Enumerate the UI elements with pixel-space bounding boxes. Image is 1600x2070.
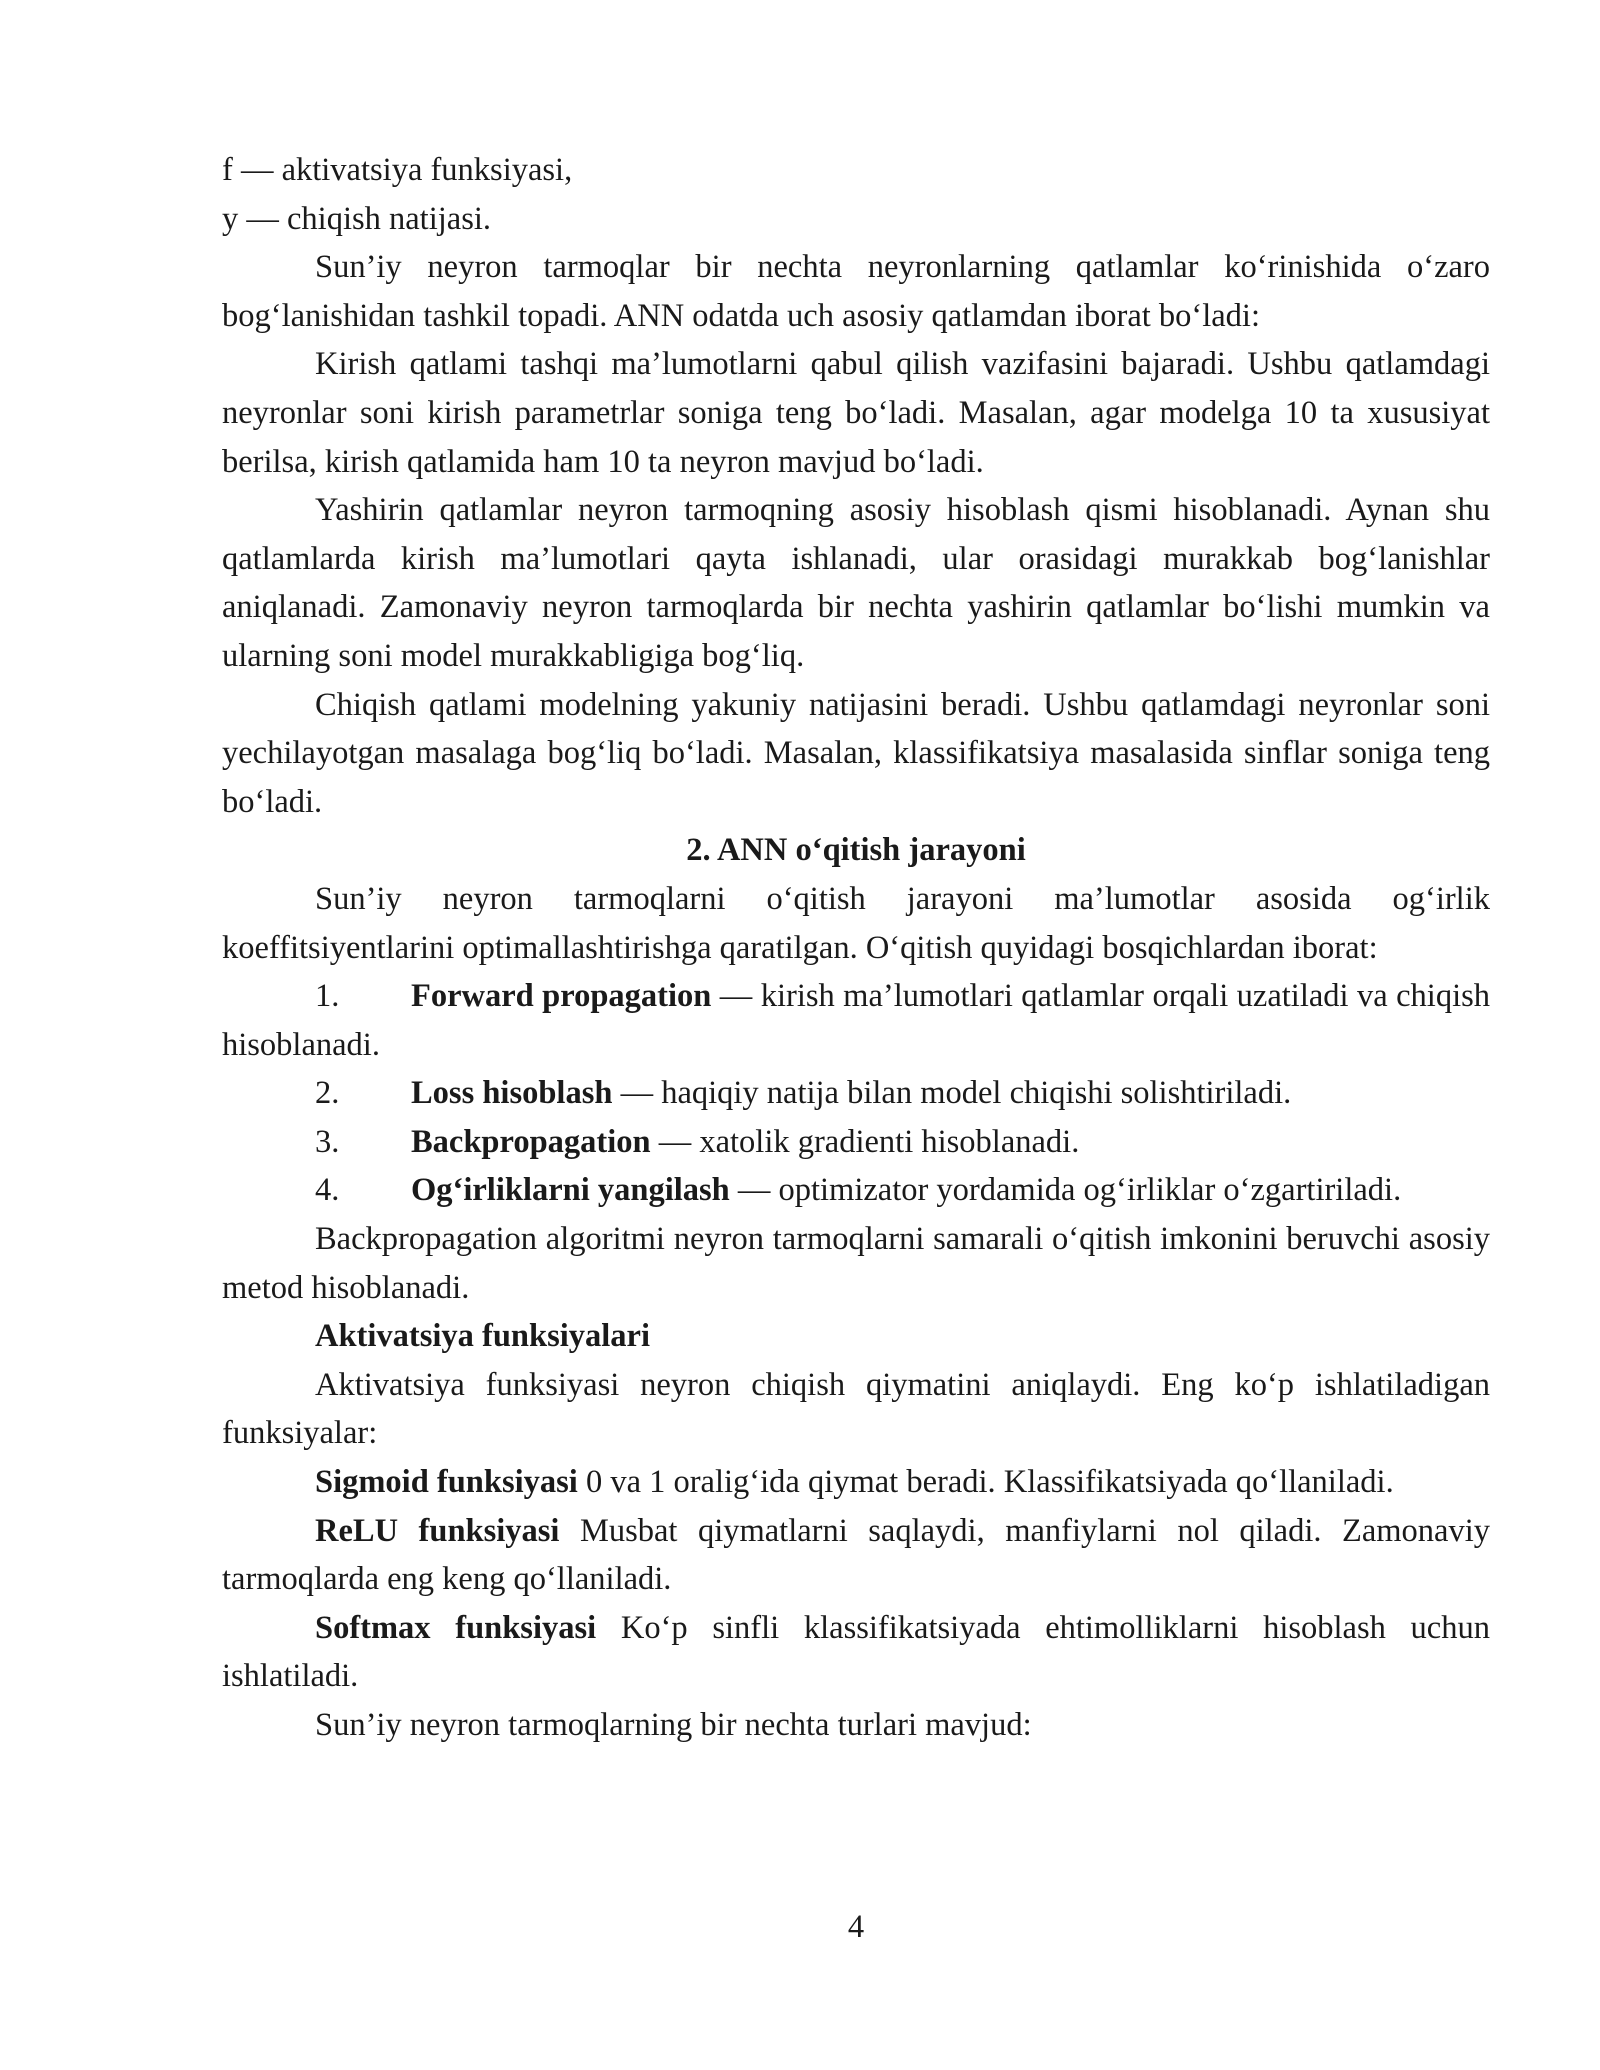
list-term: Og‘irliklarni yangilash [411, 1172, 730, 1209]
function-softmax [222, 1604, 1490, 1701]
list-text: — kirish ma’lumotlari qatlamlar orqali uzatiladi va chiqish hisoblanadi. [222, 978, 1490, 1063]
subsection-heading: Aktivatsiya funksiyalari [315, 1318, 650, 1355]
list-number: 4. [315, 1172, 340, 1209]
list-term: Forward propagation [411, 978, 712, 1015]
list-text: — haqiqiy natija bilan model chiqishi solishtiriladi. [612, 1075, 1292, 1112]
list-term: Loss hisoblash [411, 1075, 613, 1112]
function-text: 0 va 1 oralig‘ida qiymat beradi. Klassifikatsiyada qo‘llaniladi. [577, 1464, 1394, 1501]
list-term: Backpropagation [411, 1123, 651, 1160]
function-term: ReLU funksiyasi [315, 1512, 560, 1549]
function-term: Softmax funksiyasi [315, 1609, 597, 1646]
definition-y: y — chiqish natijasi. [222, 200, 491, 237]
list-item [222, 1069, 1490, 1118]
list-number: 2. [315, 1075, 340, 1112]
paragraph-activation-intro: Aktivatsiya funksiyasi neyron chiqish qiymatini aniqlaydi. Eng ko‘p ishlatiladigan funksiyalar: [222, 1366, 1490, 1452]
function-term: Sigmoid funksiyasi [315, 1464, 578, 1501]
paragraph-hidden-layers: Yashirin qatlamlar neyron tarmoqning asosiy hisoblash qismi hisoblanadi. Aynan shu qatlamlarda kirish ma’lumotlari qayta ishlanadi, ular orasidagi murakkab bog‘lanishlar aniqlanadi. Zamonaviy neyron tarmoqlarda bir nechta yashirin qatlamlar bo‘lishi mumkin va ularning soni model murakkabligiga bog‘liq. [222, 492, 1490, 674]
page-number: 4 [847, 1909, 865, 1945]
paragraph-training-intro: Sun’iy neyron tarmoqlarni o‘qitish jarayoni ma’lumotlar asosida og‘irlik koeffitsiyentlarini optimallashtirishga qaratilgan. O‘qitish quyidagi bosqichlardan iborat: [222, 880, 1490, 966]
list-item [222, 1118, 1490, 1167]
paragraph-backprop-summary: Backpropagation algoritmi neyron tarmoqlarni samarali o‘qitish imkonini beruvchi asosiy metod hisoblanadi. [222, 1221, 1490, 1306]
definition-f: f — aktivatsiya funksiyasi, [222, 152, 573, 188]
list-item [222, 1166, 1490, 1215]
paragraph-intro: Sun’iy neyron tarmoqlar bir nechta neyronlarning qatlamlar ko‘rinishida o‘zaro bog‘lanishidan tashkil topadi. ANN odatda uch asosiy qatlamdan iborat bo‘ladi: [222, 249, 1490, 334]
list-item [222, 972, 1490, 1069]
function-sigmoid [222, 1458, 1490, 1507]
list-number: 3. [315, 1123, 340, 1160]
list-text: — xatolik gradienti hisoblanadi. [650, 1123, 1080, 1160]
list-text: — optimizator yordamida og‘irliklar o‘zgartiriladi. [729, 1172, 1402, 1209]
section-heading: 2. ANN o‘qitish jarayoni [686, 832, 1026, 869]
paragraph-types-intro: Sun’iy neyron tarmoqlarning bir nechta turlari mavjud: [315, 1707, 1032, 1743]
list-number: 1. [315, 978, 340, 1015]
document-page [222, 146, 1490, 1750]
paragraph-input-layer: Kirish qatlami tashqi ma’lumotlarni qabul qilish vazifasini bajaradi. Ushbu qatlamdagi neyronlar soni kirish parametrlar soniga teng bo‘ladi. Masalan, agar modelga 10 ta xususiyat berilsa, kirish qatlamida ham 10 ta neyron mavjud bo‘ladi. [222, 346, 1490, 480]
function-relu [222, 1507, 1490, 1604]
paragraph-output-layer: Chiqish qatlami modelning yakuniy natijasini beradi. Ushbu qatlamdagi neyronlar soni yechilayotgan masalaga bog‘liq bo‘ladi. Masalan, klassifikatsiya masalasida sinflar soniga teng bo‘ladi. [222, 686, 1490, 820]
function-text: Musbat qiymatlarni saqlaydi, manfiylarni nol qiladi. Zamonaviy tarmoqlarda eng keng qo‘llaniladi. [222, 1512, 1490, 1598]
function-text: Ko‘p sinfli klassifikatsiyada ehtimolliklarni hisoblash uchun ishlatiladi. [222, 1609, 1490, 1695]
